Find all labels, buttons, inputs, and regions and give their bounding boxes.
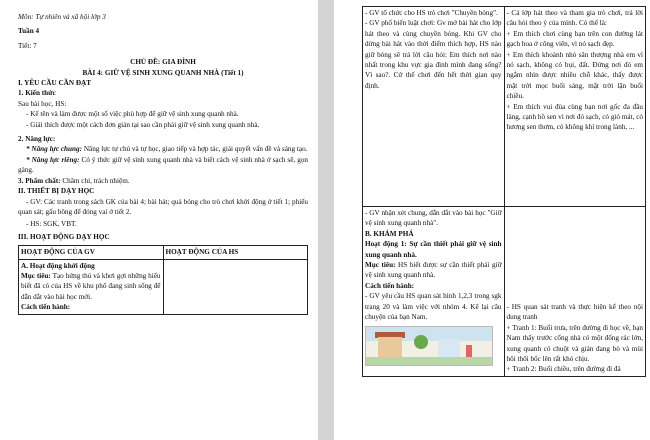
illustration-tree [414, 335, 428, 349]
table-row [19, 259, 308, 314]
section-1-1-heading: 1. Kiến thức [18, 89, 56, 98]
student-activity-cell [163, 259, 308, 314]
section-2-heading: II. THIẾT BỊ DẠY HỌC [18, 187, 95, 196]
student-activity-cell [504, 207, 646, 377]
section-3-heading: III. HOẠT ĐỘNG DẠY HỌC [18, 232, 110, 241]
student-activity-cell [504, 7, 646, 207]
activity-1-goal [365, 260, 502, 281]
section-b-heading: B. KHÁM PHÁ [365, 229, 414, 238]
column-header-student: HOẠT ĐỘNG CỦA HS [163, 246, 308, 259]
teacher-activity-cell [363, 7, 505, 207]
activity-a-goal-text: Tạo hứng thú và khơi gợi những hiểu biết đã có của HS về khu phố đang sinh sống để dẫn dắt vào bài học mới. [21, 271, 161, 301]
activity-1-heading [365, 239, 502, 260]
document-page-left [0, 0, 318, 440]
knowledge-bullet-2: - Giải thích được một cách đơn giản tại sao cần phải giữ vệ sinh xung quanh nhà. [26, 120, 260, 129]
general-competence-text: Năng lực tự chủ và tự học, giao tiếp và hợp tác, giải quyết vấn đề và sáng tạo. [82, 145, 308, 154]
activity-1-goal-label: Mục tiêu: [365, 261, 396, 270]
activities-table [18, 245, 308, 314]
section-1-1-intro: Sau bài học, HS: [18, 99, 67, 108]
lesson-title: BÀI 4: GIỮ VỆ SINH XUNG QUANH NHÀ (Tiết 1) [82, 68, 244, 77]
textbook-illustration [365, 326, 493, 366]
student-response-intro: - Cả lớp hát theo và tham gia trò chơi, trả lời câu hỏi theo ý của mình. Có thể là: [506, 9, 643, 28]
page-right-content [362, 6, 646, 377]
student-response-3: + Em thích vui đùa cùng bạn nơi gốc đa đầu làng, cạnh hồ sen vì nơi đó sạch, có gió mát, có hương sen thơm, có không khí trong lành, ... [506, 102, 643, 132]
document-page-right [334, 0, 650, 440]
section-1-heading: I. YÊU CẦU CẦN ĐẠT [18, 79, 92, 88]
table-row [363, 7, 646, 207]
teacher-step-observe: - GV yêu cầu HS quan sát hình 1,2,3 trong sgk trang 20 và làm việc với nhóm 4. Kể lại câu chuyện của bạn Nam. [365, 292, 502, 322]
student-response-2: + Em thích khoảnh nhỏ sân thượng nhà em vì nó sạch, không có bụi, đất. Đứng nơi đó em ngắm nhìn được nhiều chỗ khác, thấy được mặt trời mọc buổi sáng, mặt trời lặn buổi chiều. [506, 50, 643, 101]
qualities-text: Chăm chỉ, trách nhiệm. [60, 176, 130, 185]
activity-1-label: Hoạt động 1: [365, 240, 407, 249]
student-step-observe: - HS quan sát tranh và thực hiện kể theo nội dung tranh [506, 303, 643, 322]
teacher-step-summary: - GV nhận xét chung, dẫn dắt vào bài học "Giữ vệ sinh xung quanh nhà". [365, 209, 502, 228]
special-competence-text: Có ý thức giữ vệ sinh xung quanh nhà và biết cách vệ sinh nhà ở sạch sẽ, gọn gàng. [18, 155, 309, 175]
activity-a-goal-label: Mục tiêu: [21, 271, 51, 280]
knowledge-bullet-1: - Kể tên và làm được một số việc phù hợp để giữ vệ sinh xung quanh nhà. [26, 110, 239, 119]
illustration-building [438, 339, 460, 357]
qualities [18, 176, 308, 186]
teacher-activity-cell [19, 259, 164, 314]
illustration-house [378, 337, 402, 357]
general-competence-label: * Năng lực chung: [26, 145, 83, 154]
activities-table-continued [362, 6, 646, 377]
teacher-activity-cell [363, 207, 505, 377]
lesson-number: Tiết: 7 [18, 41, 37, 50]
topic-title: CHỦ ĐỀ: GIA ĐÌNH [130, 58, 196, 67]
qualities-label: 3. Phẩm chất: [18, 176, 61, 185]
column-header-teacher: HOẠT ĐỘNG CỦA GV [19, 246, 164, 259]
week-label: Tuần 4 [18, 27, 40, 36]
activity-a-method: Cách tiến hành: [21, 303, 71, 312]
activity-1-method: Cách tiến hành: [365, 281, 415, 290]
page-left-content [18, 12, 308, 315]
table-header-row [19, 246, 308, 259]
general-competence [18, 144, 308, 154]
student-response-1: + Em thích chơi cùng bạn trên con đường lát gạch hoa ở công viên, vì nó sạch đẹp. [506, 29, 643, 49]
teacher-step-rules: - GV phổ biến luật chơi: Gv mở bài hát cho lớp hát theo và cùng chuyền bóng. Khi GV cho dừng bài hát vào thời điểm thích hợp, HS nào giữ bóng sẽ trả lời câu hỏi: Em thích nơi nào nhất trong khu vực gia đình mình đang sống? Vì sao?. Cứ thế chơi đến hết thời gian quy định. [365, 19, 502, 90]
student-picture-2: + Tranh 2: Buổi chiều, trên đường đi đá [506, 365, 621, 374]
student-picture-1: + Tranh 1: Buổi trưa, trên đường đi học về, bạn Nam thấy trước cổng nhà có một đống rác lớn, xung quanh có chuột và gián đang bò và mùi hôi thối bốc lên rất khó chịu. [506, 323, 643, 364]
activity-1-goal-text: HS biết được sự cần thiết phải giữ vệ sinh xung quanh nhà. [365, 261, 502, 280]
activity-a-goal [21, 271, 161, 302]
student-equipment: - HS: SGK, VBT. [26, 220, 77, 229]
activity-1-title: Sự cần thiết phải giữ vệ sinh xung quanh nhà. [365, 240, 502, 259]
special-competence [18, 155, 308, 176]
teacher-equipment: - GV: Các tranh trong sách GK của bài 4; bài hát; quả bóng cho trò chơi khởi động ở tiết 1; phiếu quan sát; gấu bông để đóng vai ở tiết 2. [18, 197, 308, 216]
section-1-2-heading: 2. Năng lực: [18, 135, 56, 144]
illustration-ground [366, 357, 492, 365]
special-competence-label: * Năng lực riêng: [26, 155, 80, 164]
activity-a-heading: A. Hoạt động khởi động [21, 261, 95, 270]
table-row [363, 207, 646, 377]
teacher-step-game: - GV tổ chức cho HS trò chơi "Chuyền bóng". [365, 9, 498, 17]
subject-line: Môn: Tự nhiên và xã hội lớp 3 [18, 13, 106, 21]
